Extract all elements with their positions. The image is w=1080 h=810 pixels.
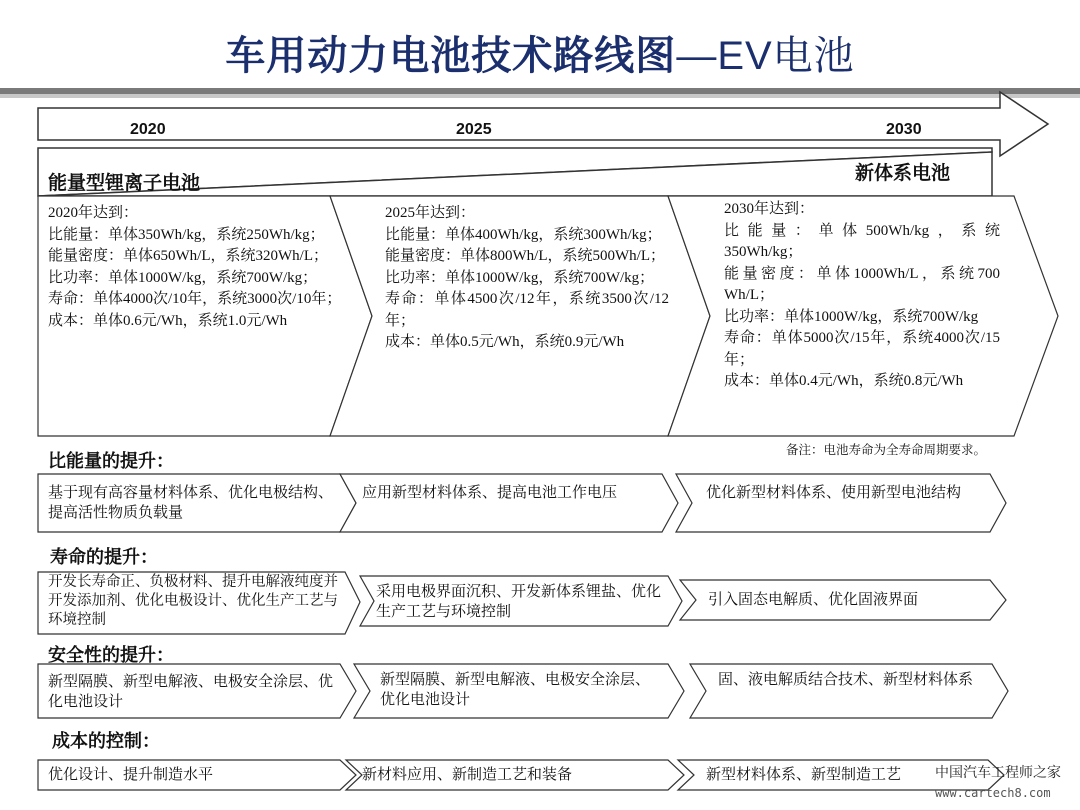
target-line: 比能量：单体400Wh/kg，系统300Wh/kg； — [385, 226, 662, 243]
life-cell-2020: 开发长寿命正、负极材料、提升电解液纯度并开发添加剂、优化电极设计、优化生产工艺与环境控制 — [48, 574, 338, 628]
target-2025 — [385, 203, 669, 354]
target-line: 比能量：单体500Wh/kg，系统350Wh/kg； — [724, 222, 1000, 260]
life-cell-2030: 引入固态电解质、优化固液界面 — [708, 592, 919, 608]
cost-cell-2025: 新材料应用、新制造工艺和装备 — [362, 767, 573, 783]
year-label-2030: 2030 — [886, 121, 922, 138]
section-title-energy: 比能量的提升： — [48, 451, 174, 471]
target-heading: 2025年达到： — [385, 205, 476, 221]
target-line: 比功率：单体1000W/kg，系统700W/kg； — [48, 269, 318, 286]
lifetime-note: 备注：电池寿命为全寿命周期要求。 — [786, 443, 987, 457]
safety-cell-2025: 新型隔膜、新型电解液、电极安全涂层、优化电池设计 — [380, 672, 651, 708]
watermark-text: 中国汽车工程师之家 — [935, 766, 1061, 781]
energy-cell-2030: 优化新型材料体系、使用新型电池结构 — [706, 485, 962, 501]
target-line: 寿命：单体5000次/15年，系统4000次/15年； — [724, 330, 1000, 368]
year-label-2025: 2025 — [456, 121, 492, 138]
target-heading: 2020年达到： — [48, 205, 139, 221]
target-line: 能量密度：单体1000Wh/L，系统700 Wh/L； — [724, 265, 1000, 303]
energy-cell-2025: 应用新型材料体系、提高电池工作电压 — [362, 485, 618, 501]
safety-cell-2030: 固、液电解质结合技术、新型材料体系 — [718, 672, 974, 688]
target-line: 成本：单体0.6元/Wh，系统1.0元/Wh — [48, 312, 288, 329]
section-title-cost: 成本的控制： — [52, 731, 160, 751]
band-label-new-system: 新体系电池 — [855, 163, 951, 184]
target-line: 成本：单体0.5元/Wh，系统0.9元/Wh — [385, 334, 625, 350]
target-heading: 2030年达到： — [724, 201, 815, 217]
energy-cell-2020: 基于现有高容量材料体系、优化电极结构、提高活性物质负载量 — [48, 485, 334, 521]
safety-cell-2020: 新型隔膜、新型电解液、电极安全涂层、优化电池设计 — [48, 674, 334, 710]
section-title-life: 寿命的提升： — [50, 547, 158, 567]
cost-cell-2030: 新型材料体系、新型制造工艺 — [706, 767, 902, 783]
target-line: 寿命：单体4500次/12年，系统3500次/12年； — [385, 291, 669, 329]
section-title-safety: 安全性的提升： — [48, 645, 174, 665]
band-label-lithium: 能量型锂离子电池 — [48, 173, 201, 194]
life-cell-2025: 采用电极界面沉积、开发新体系锂盐、优化生产工艺与环境控制 — [376, 584, 662, 620]
target-2030 — [724, 199, 1000, 393]
target-line: 成本：单体0.4元/Wh，系统0.8元/Wh — [724, 373, 964, 389]
target-line: 比功率：单体1000W/kg，系统700W/kg； — [385, 269, 655, 286]
target-line: 比能量：单体350Wh/kg，系统250Wh/kg； — [48, 226, 325, 243]
target-2020 — [48, 203, 342, 332]
target-line: 寿命：单体4000次/10年，系统3000次/10年； — [48, 291, 342, 307]
target-line: 比功率：单体1000W/kg，系统700W/kg — [724, 308, 979, 325]
target-line: 能量密度：单体800Wh/L，系统500Wh/L； — [385, 248, 665, 264]
year-label-2020: 2020 — [130, 121, 166, 138]
watermark-url: www.cartech8.com — [935, 786, 1051, 800]
target-line: 能量密度：单体650Wh/L，系统320Wh/L； — [48, 248, 328, 264]
cost-cell-2020: 优化设计、提升制造水平 — [48, 767, 214, 783]
page-title: 车用动力电池技术路线图—EV电池 — [225, 34, 855, 78]
